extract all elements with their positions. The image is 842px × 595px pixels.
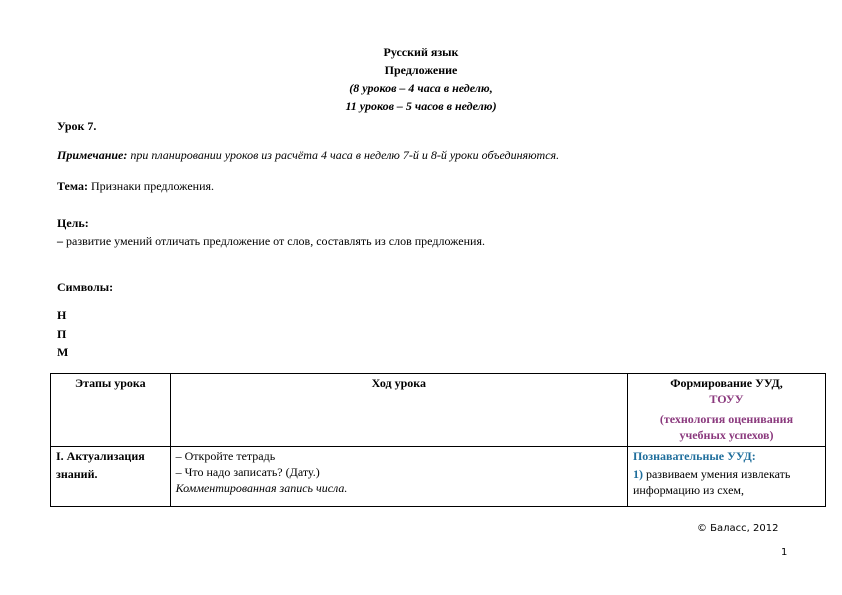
- copyright: © Баласс, 2012: [697, 523, 779, 534]
- lesson-number: Урок 7.: [57, 119, 97, 133]
- header-uud-line3: (технология оценивания: [659, 412, 794, 426]
- note-label: Примечание:: [57, 148, 128, 162]
- uud-text1: развиваем умения извлекать: [642, 467, 791, 481]
- uud-cell: [627, 447, 825, 507]
- goal-text: развитие умений отличать предложение от слов, составлять из слов предложения.: [63, 234, 485, 248]
- symbols-label: Символы:: [57, 280, 114, 294]
- header-uud-line1: Формирование УУД,: [670, 376, 783, 390]
- flow-step-2: – Что надо записать? (Дату.): [175, 465, 320, 479]
- note-text: при планировании уроков из расчёта 4 часа в неделю 7-й и 8-й уроки объединяются.: [127, 148, 560, 162]
- uud-num: 1): [632, 467, 643, 481]
- header-lesson-flow: Ход урока: [170, 374, 627, 447]
- flow-step-1: – Откройте тетрадь: [175, 449, 276, 463]
- theme-paragraph: [57, 178, 214, 194]
- flow-step-3: Комментированная запись числа.: [175, 481, 348, 495]
- lesson-plan-table: [50, 373, 826, 507]
- table-row: [51, 447, 826, 507]
- goal-paragraph: [57, 233, 485, 249]
- header-uud-line4: учебных успехов): [679, 428, 774, 442]
- header-uud-line2: ТОУУ: [709, 392, 744, 406]
- header-uud: [627, 374, 825, 447]
- uud-label: Познавательные УУД:: [632, 449, 756, 463]
- hours-line-2: 11 уроков – 5 часов в неделю): [345, 99, 497, 113]
- uud-line1: [633, 466, 820, 482]
- goal-label: Цель:: [57, 216, 89, 230]
- stage-line1: I. Актуализация: [56, 449, 145, 463]
- theme-text: Признаки предложения.: [87, 179, 215, 193]
- stage-line2: знаний.: [56, 467, 98, 481]
- topic-title: Предложение: [384, 63, 458, 77]
- uud-text2: информацию из схем,: [632, 483, 745, 497]
- lesson-flow-cell: [170, 447, 627, 507]
- goal-dash: –: [57, 234, 63, 248]
- theme-label: Тема:: [57, 179, 88, 193]
- subject-title: Русский язык: [383, 45, 459, 59]
- stage-cell: [51, 447, 171, 507]
- symbol-p: П: [57, 327, 67, 341]
- page-number: 1: [781, 547, 788, 558]
- symbol-m: М: [57, 345, 69, 359]
- symbol-n: Н: [57, 308, 67, 322]
- table-header-row: [51, 374, 826, 447]
- hours-line-1: (8 уроков – 4 часа в неделю,: [349, 81, 493, 95]
- header-stages: Этапы урока: [51, 374, 171, 447]
- note-paragraph: [57, 147, 559, 163]
